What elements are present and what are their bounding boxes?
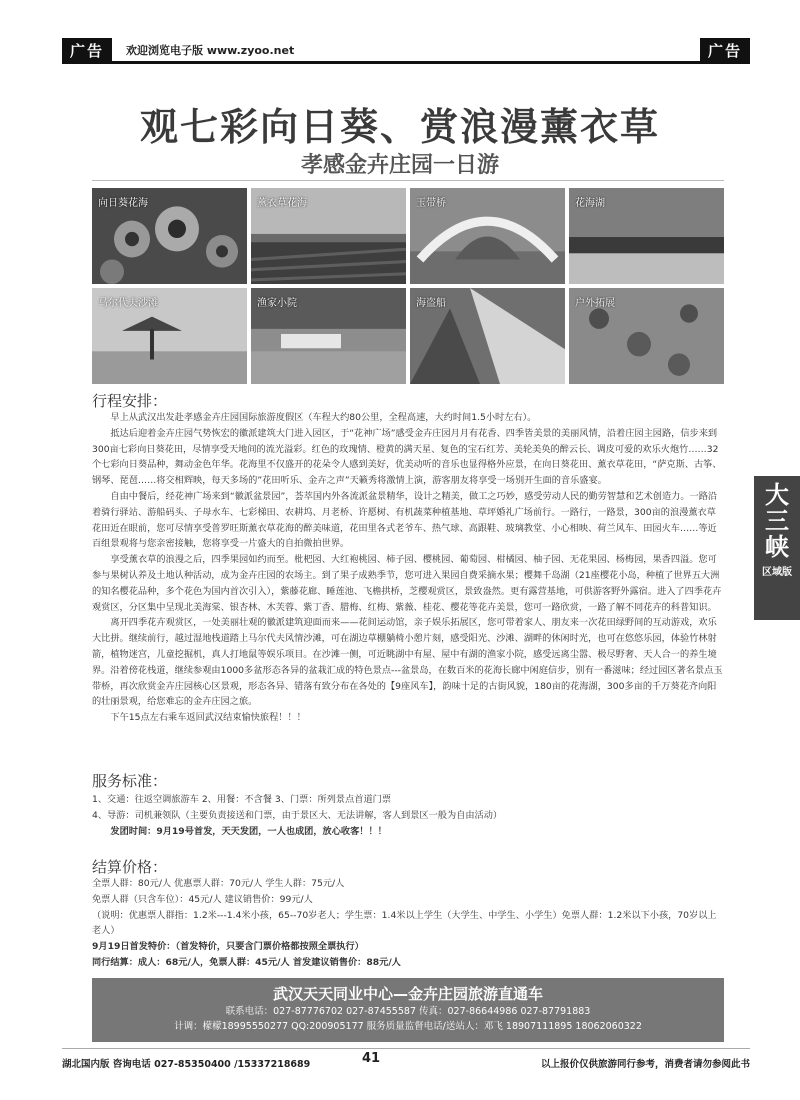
pricing-trade: 同行结算：成人：68元/人，免票人群：45元/人 首发建议销售价：88元/人 [92, 956, 401, 968]
photo-caption: 向日葵花海 [98, 198, 148, 209]
photo-sunflower [92, 188, 247, 284]
page-subtitle: 孝感金卉庄园一日游 [300, 152, 499, 178]
photo-pirate-ship [410, 288, 565, 384]
itinerary-paragraph: 下午15点左右乘车返回武汉结束愉快旅程！！！ [110, 712, 306, 724]
photo-bridge [410, 188, 565, 284]
pricing-special: 9月19日首发特价：（首发特价，只要含门票价格都按照全票执行） [92, 941, 364, 953]
footer-hotline: 湖北国内版 咨询电话 027-85350400 /15337218689 [62, 1059, 311, 1070]
pricing-body [92, 876, 724, 971]
photo-beach [92, 288, 247, 384]
itinerary-paragraph: 早上从武汉出发赴孝感金卉庄园国际旅游度假区（车程大约80公里，全程高速，大约时间1.5小时左右）。 [110, 412, 537, 423]
page-footer [62, 1048, 750, 1068]
page-number: 41 [362, 1051, 381, 1066]
contact-staff: 计调：檬檬18995550277 QQ:200905177 服务质量监督电话/送站人：邓飞 18907111895 18062060322 [174, 1021, 642, 1032]
itinerary-paragraph: 抵达后迎着金卉庄园气势恢宏的徽派建筑大门进入园区，于“花神广场”感受金卉庄园月月有花香、四季皆美景的美丽风情，沿着庄园主园路，信步来到300亩七彩向日葵花田，尽情享受天地间的流光溢彩。红色的玫瑰情、橙黄的满天星、复色的宝石红芳、美轮美奂的醉云长、调皮可爱的欢乐火炮竹……32个七彩向日葵品种，舞动金色年华。花海里不仅盛开的花朵令人感到美好，优美动听的音乐也显得格外应景，在向日葵花田、薰衣草花田，“萨克斯、古筝、钢琴、琵琶……将交相辉映，每天多场的”花田听乐、金卉之声”天籁秀将激情上演，游客朋友将享受一场别开生面的音乐盛宴。 [92, 427, 722, 487]
service-line: 1、交通：往返空调旅游车 2、用餐：不含餐 3、门票：所列景点首道门票 [92, 794, 392, 805]
photo-lake [569, 188, 724, 284]
photo-caption: 户外拓展 [575, 298, 615, 309]
region-edition: 区域版 [762, 567, 792, 578]
agency-name: 武汉天天同业中心—金卉庄园旅游直通车 [272, 985, 543, 1003]
photo-caption: 海盗船 [416, 298, 446, 309]
page-title: 观七彩向日葵、赏浪漫薰衣草 [139, 104, 660, 149]
pricing-note: （说明：优惠票人群指：1.2米---1.4米小孩，65--70岁老人；学生票：1.4米以上学生（大学生、中学生、小学生）免票人群：1.2米以下小孩，70岁以上老人） [92, 909, 717, 937]
ad-label-right: 广告 [700, 38, 750, 63]
itinerary-body [92, 410, 724, 726]
welcome-text: 欢迎浏览电子版 www.zyoo.net [126, 44, 295, 57]
itinerary-paragraph: 离开四季花卉观赏区，一处美丽壮观的徽派建筑迎面而来——花间运动馆，亲子娱乐拓展区，您可带着家人、朋友来一次花田绿野间的互动游戏，欢乐大比拼。继续前行，越过湿地栈道踏上马尔代夫风情沙滩，可在湖边草棚躺椅小憩片刻，感受阳光、沙滩、湖畔的休闲时光，也可在悠悠乐园，体验竹林射箭，植物迷宫，儿童挖掘机，真人打地鼠等娱乐项目。在沙滩一侧，可近眺湖中有屋、屋中有湖的渔家小院，感受远离尘嚣、极尽野奢、天人合一的养生境界。沿着傍花栈道，继续参观由1000多盆形态各异的盆栽汇成的特色景点---盆景岛，在数百米的花海长廊中闲庭信步，别有一番滋味；经过园区著名景点玉带桥，再次欣赏金卉庄园核心区景观，形态各异、错落有致分布在各处的【9座风车】，韵味十足的古街风貌，180亩的花海湖，300多亩的千万葵花齐向阳的壮丽景观，给您难忘的金卉庄园之旅。 [92, 617, 723, 708]
contact-box [92, 978, 724, 1042]
pricing-line: 免票人群（只含车位）：45元/人 建议销售价：99元/人 [92, 893, 313, 905]
photo-caption: 玉带桥 [416, 198, 446, 209]
service-line: 4、导游：司机兼领队（主要负责接送和门票，由于景区大、无法讲解，客人到景区一般为自由活动） [92, 809, 503, 821]
ad-label-left: 广告 [62, 38, 112, 63]
photo-climbing [569, 288, 724, 384]
photo-village [251, 288, 406, 384]
ad-header-bar [62, 38, 750, 64]
region-side-tab [754, 476, 800, 620]
itinerary-heading: 行程安排： [92, 392, 168, 410]
contact-phones: 联系电话：027-87776702 027-87455587 传真：027-86644986 027-87791883 [225, 1006, 591, 1017]
photo-caption: 薰衣草花海 [257, 198, 307, 209]
photo-caption: 花海湖 [575, 198, 605, 209]
service-heading: 服务标准： [92, 772, 168, 790]
photo-caption: 渔家小院 [257, 298, 297, 309]
footer-disclaimer: 以上报价仅供旅游同行参考，消费者请勿参阅此书 [540, 1059, 750, 1070]
photo-lavender [251, 188, 406, 284]
service-body [92, 792, 724, 839]
departure-line: 发团时间：9月19号首发，天天发团，一人也成团，放心收客！！！ [110, 825, 387, 837]
photo-grid [92, 188, 724, 384]
itinerary-paragraph: 自由中餐后，经花神广场来到“徽派盆景园”，荟萃国内外各流派盆景精华，设计之精美，做工之巧妙，感受劳动人民的勤劳智慧和艺术创造力。一路沿着骑行驿站、游船码头、子母水车、七彩梯田、农耕坞、月老桥、许愿树、有机蔬菜种植基地、草坪婚礼广场前行。一路行，一路景，300亩的浪漫薰衣草花田近在眼前，您可尽情享受普罗旺斯薰衣草花海的醉美味道，花田里各式老爷车、热气球、高跟鞋、玻璃教堂、小心相映、荷兰风车、田园火车……等近百组景观将与您亲密接触，您将享受一片盛大的自拍微拍世界。 [92, 490, 718, 550]
title-divider [92, 180, 724, 181]
pricing-line: 全票人群：80元/人 优惠票人群：70元/人 学生人群：75元/人 [92, 878, 345, 889]
photo-caption: 马尔代夫沙滩 [98, 298, 158, 309]
region-name: 大三峡 [765, 480, 789, 561]
pricing-heading: 结算价格： [92, 858, 168, 876]
itinerary-paragraph: 享受薰衣草的浪漫之后，四季果园如约而至。枇杷园、大红袍桃园、柿子园、樱桃园、葡萄园、柑橘园、柚子园、无花果园、杨梅园，果香四溢。您可参与果树认养及土地认种活动，成为金卉庄园的农场主。到了果子成熟季节，您可进入果园自费采摘水果；樱舞千岛湖（21座樱花小岛，种植了世界五大洲的知名樱花品种，多个花色为国内首次引入），紫藤花廊、睡莲池、飞檐拱桥，芝樱观赏区，景致盎然。更有露营基地，可供游客野外露宿。进入了四季花卉观赏区，分区集中呈现北美海棠、银杏林、木芙蓉、紫丁香、腊梅、红梅、紫薇、桂花、樱花等花卉美景，您可一路欣赏，一路了解不同花卉的科普知识。 [92, 554, 722, 613]
